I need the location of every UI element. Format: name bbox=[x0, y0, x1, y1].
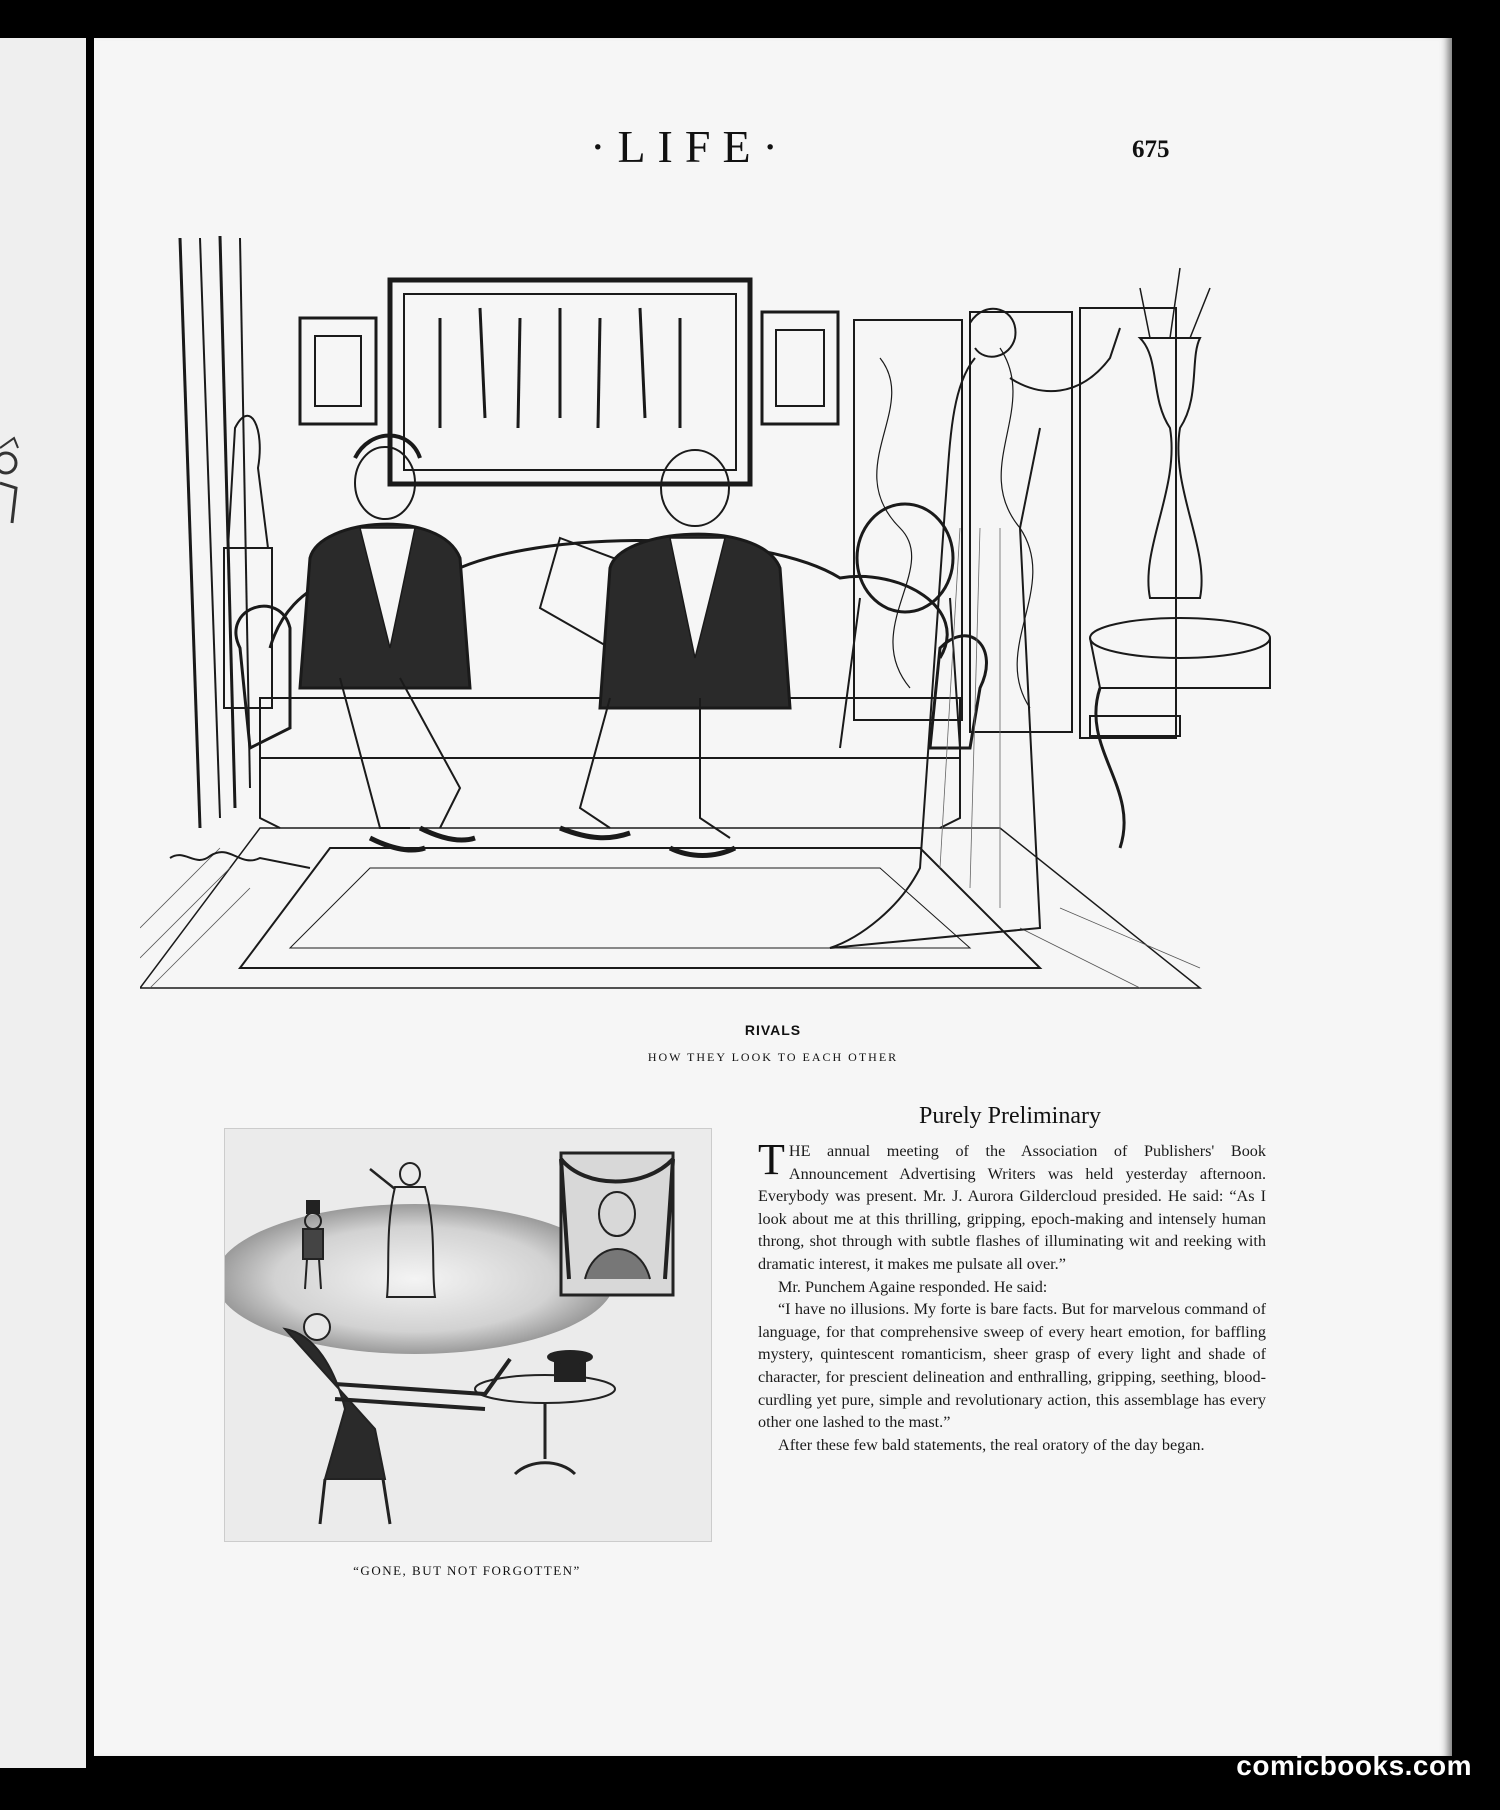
masthead: ·LIFE· bbox=[590, 121, 790, 172]
gone-but-not-forgotten-cartoon bbox=[224, 1128, 712, 1542]
rivals-caption-subtitle: HOW THEY LOOK TO EACH OTHER bbox=[647, 1050, 899, 1064]
rivals-cartoon bbox=[140, 228, 1340, 1018]
article-paragraph: Mr. Punchem Againe responded. He said: bbox=[778, 1277, 1048, 1296]
page-number: 675 bbox=[1132, 136, 1170, 163]
article-title: Purely Preliminary bbox=[919, 1103, 1101, 1129]
drop-cap: T bbox=[758, 1135, 785, 1184]
article-paragraph: “I have no illusions. My forte is bare facts. But for marvelous command of language, for that comprehensive sweep of every heart emotion, for baffling mystery, quintescent romanticism, sheer grasp of every light and shade of character, for prescient delineation and enthralling, gripping, seething, blood-curdling yet pure, simple and revolutionary action, this assemblage has every other one lashed to the mast.” bbox=[758, 1300, 1266, 1432]
previous-page-edge bbox=[0, 38, 86, 1768]
article-body bbox=[758, 1135, 1266, 1456]
article-paragraph: After these few bald statements, the real oratory of the day began. bbox=[778, 1435, 1205, 1454]
site-watermark: comicbooks.com bbox=[1236, 1750, 1472, 1781]
gone-but-not-forgotten-caption: “GONE, BUT NOT FORGOTTEN” bbox=[353, 1563, 581, 1578]
previous-page-illustration-fragment bbox=[0, 428, 20, 538]
rivals-caption-title: RIVALS bbox=[744, 1022, 802, 1038]
article-paragraph: THE annual meeting of the Association of Publishers' Book Announcement Advertising Writers was held yesterday afternoon. Everybody was present. Mr. J. Aurora Gildercloud presided. He said: “As I look about me at this thrilling, gripping, epoch-making and intensely human throng, shot through with subtle flashes of illuminating wit and reeking with dramatic interest, it makes me pulsate all over.” bbox=[758, 1135, 1266, 1273]
